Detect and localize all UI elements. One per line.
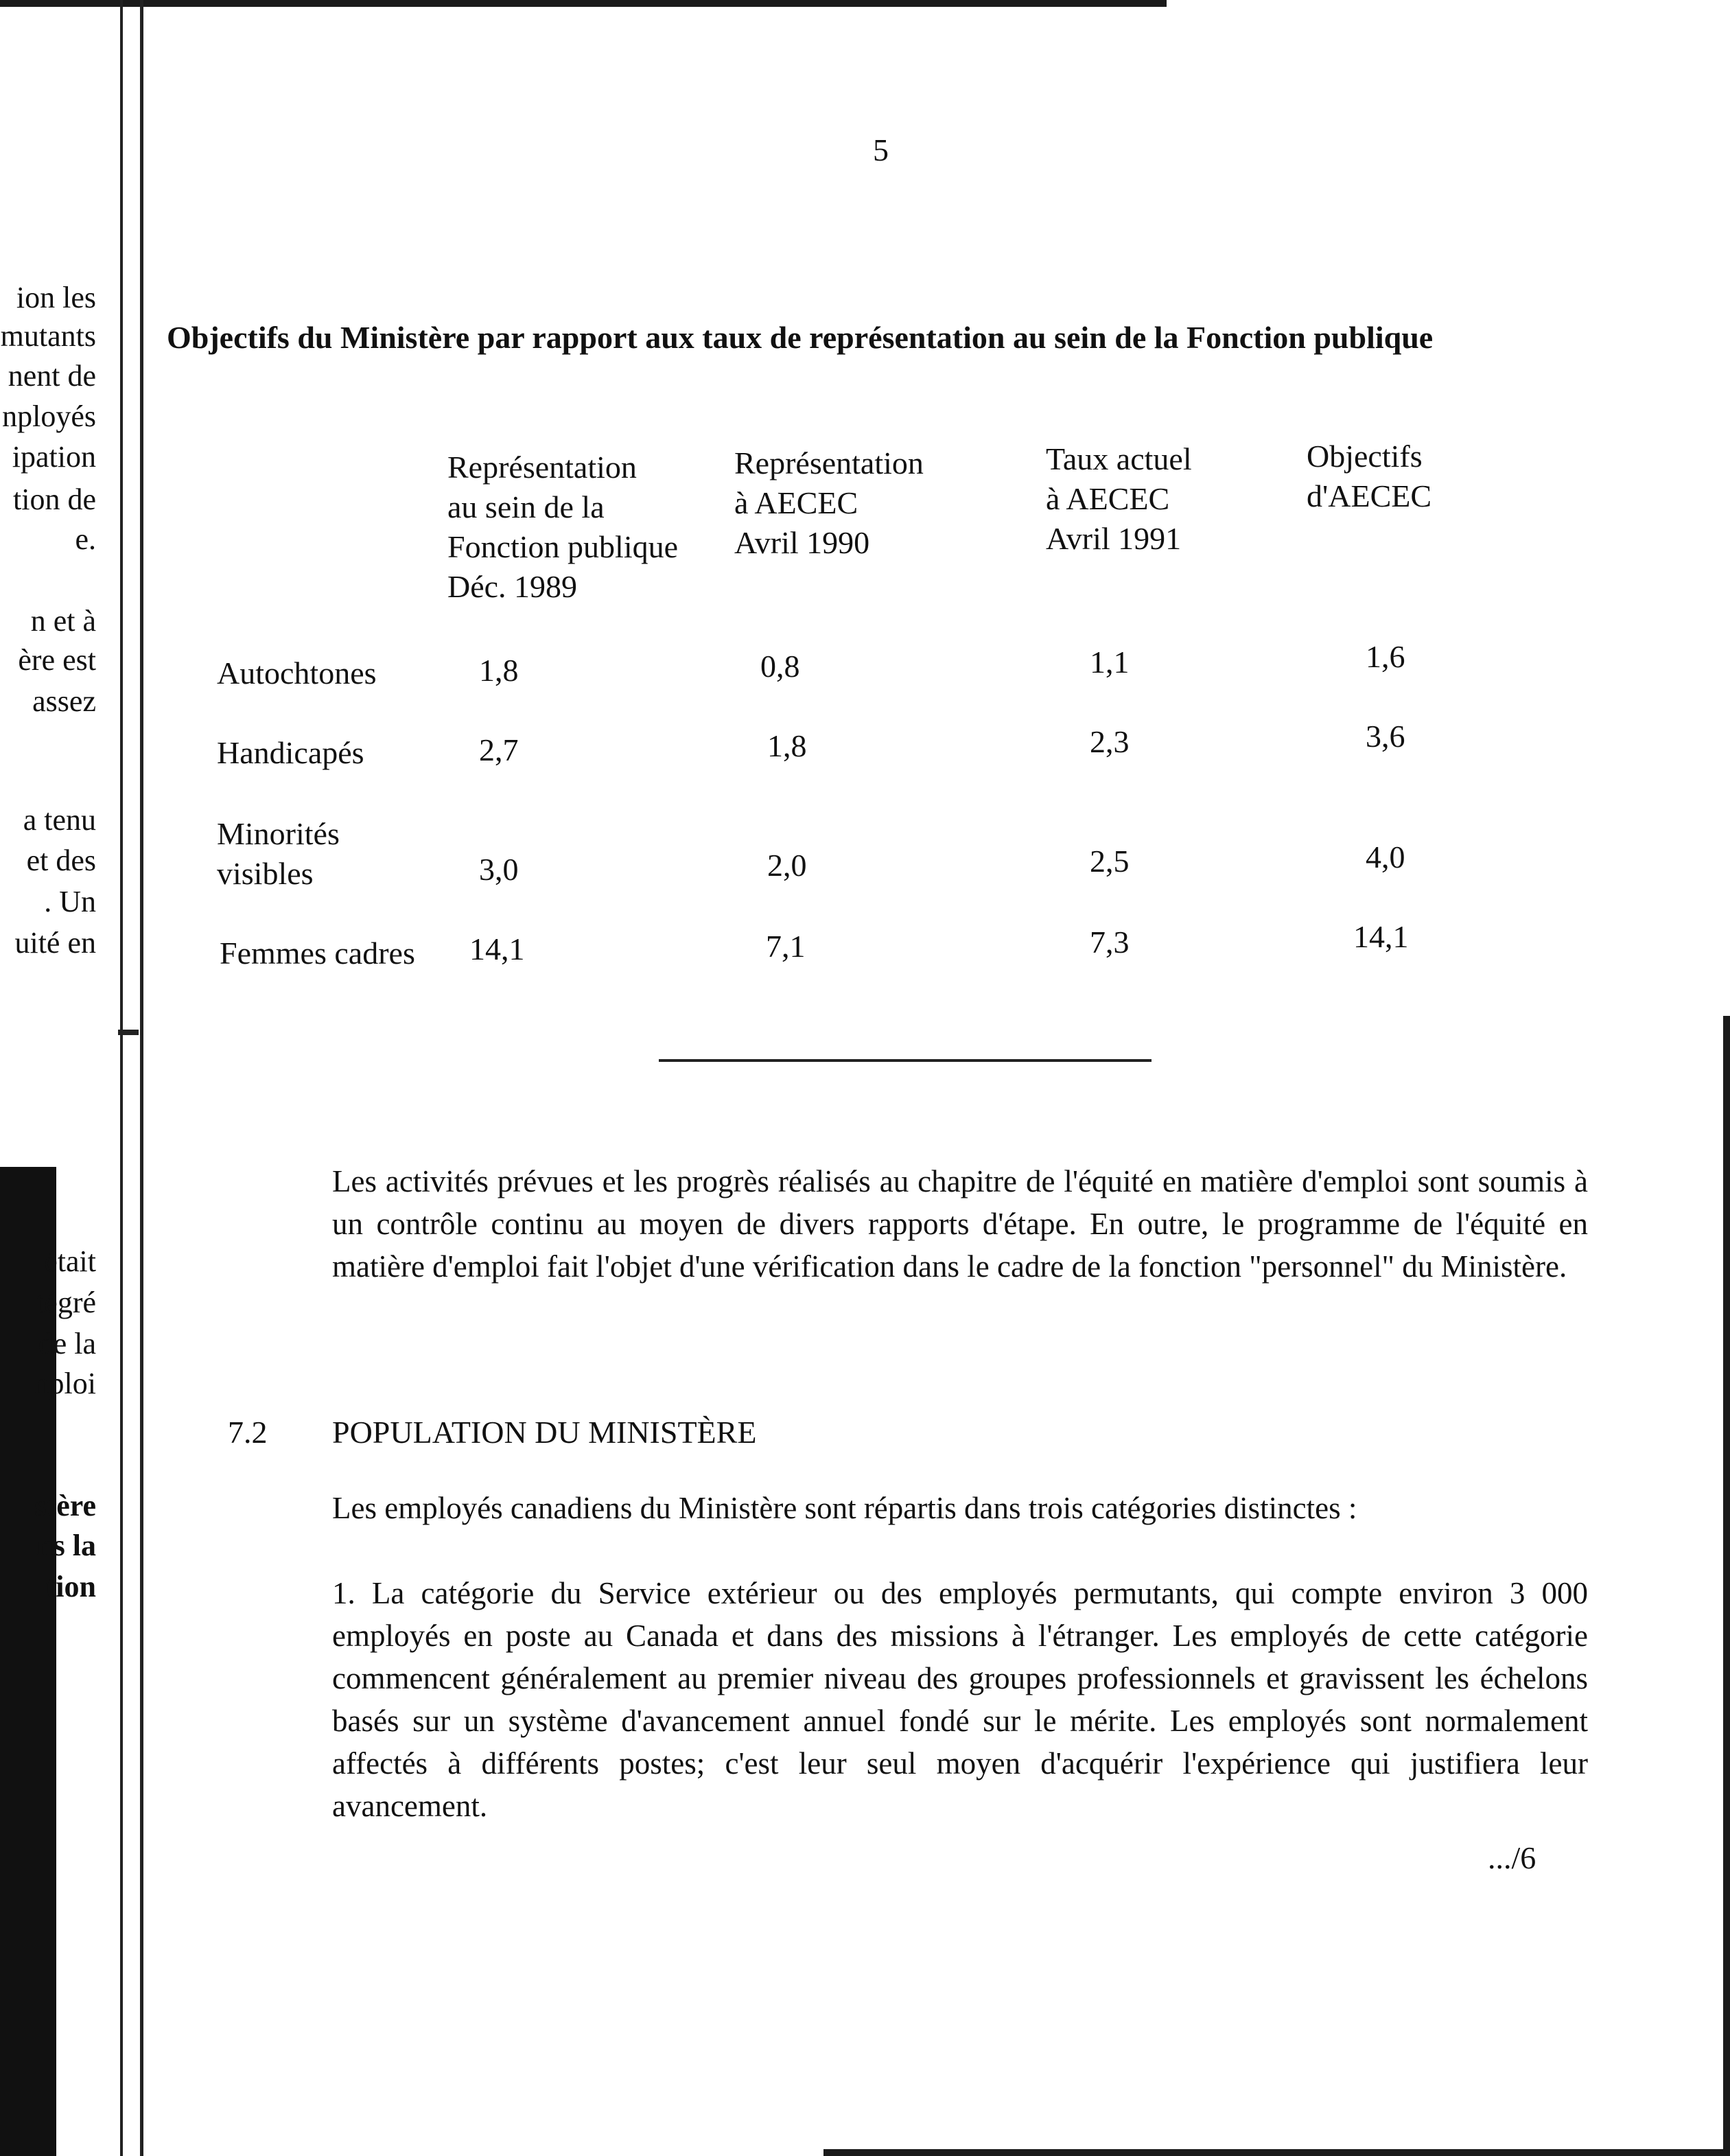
row-label-handicapes: Handicapés (217, 735, 364, 770)
section-number: 7.2 (228, 1415, 268, 1450)
page-number: 5 (873, 132, 889, 167)
left-fragment: tion (45, 1570, 96, 1603)
table-cell: 3,6 (1366, 719, 1405, 754)
row-label-minorites-visibles: Minorités visibles (217, 816, 340, 891)
section-title: POPULATION DU MINISTÈRE (332, 1415, 757, 1450)
column-header-aecec-1990: Représentation à AECEC Avril 1990 (734, 445, 924, 560)
table-cell: 2,7 (479, 732, 519, 767)
table-cell: 14,1 (1353, 919, 1409, 954)
scan-edge-right (1723, 1016, 1730, 2156)
scan-edge-bottom (823, 2149, 1730, 2156)
table-cell: 14,1 (469, 931, 525, 966)
left-fragment: assez (32, 684, 96, 718)
table-cell: 1,8 (767, 728, 807, 763)
left-fragment: ipation (12, 440, 96, 474)
left-fragment: mutants (0, 319, 96, 353)
table-cell: 1,8 (479, 653, 519, 688)
left-fragment: a tenu (23, 803, 96, 837)
column-header-aecec-1991: Taux actuel à AECEC Avril 1991 (1046, 441, 1192, 556)
left-fragment: ion les (16, 281, 96, 314)
continued-marker: .../6 (1488, 1840, 1536, 1875)
paragraph-service-exterieur: 1. La catégorie du Service extérieur ou des employés permutants, qui compte environ 3 000 employés en poste au Canada et dans des missions à l'étranger. Les employés de cette catégorie commencent généralement au premier niveau des groupes professionnels et gravissent les échelons basés sur un système d'avancement annuel fondé sur le mérite. Les employés sont normalement affectés à différents postes; c'est leur seul moyen d'acquérir l'expérience qui justifiera leur avancement. (332, 1576, 1588, 1823)
left-fragment: était (44, 1244, 96, 1278)
table-cell: 7,3 (1090, 925, 1130, 960)
left-fragment: stère (34, 1489, 96, 1522)
left-fragment: ère est (18, 643, 96, 677)
left-fragment: nployés (2, 399, 96, 433)
table-cell: 2,5 (1090, 844, 1130, 879)
table-title: Objectifs du Ministère par rapport aux taux de représentation au sein de la Fonction publique (167, 320, 1434, 355)
table-cell: 2,3 (1090, 724, 1130, 759)
left-fragment: e. (75, 522, 96, 556)
page-binding (120, 0, 143, 2156)
table-cell: 1,1 (1090, 645, 1130, 680)
table-cell: 4,0 (1366, 839, 1405, 874)
row-label-femmes-cadres: Femmes cadres (220, 936, 415, 971)
table-cell: 3,0 (479, 852, 519, 887)
row-label-autochtones: Autochtones (217, 656, 377, 691)
separator-rule (659, 1059, 1152, 1062)
table-cell: 1,6 (1366, 639, 1405, 674)
binding-mark (118, 1030, 139, 1035)
left-fragment: ns la (36, 1529, 96, 1562)
left-fragment: tégré (36, 1286, 96, 1319)
left-fragment: n et à (30, 604, 96, 638)
column-header-objectifs: Objectifs d'AECEC (1307, 439, 1432, 513)
left-fragment: nent de (8, 359, 96, 393)
paragraph-categories: Les employés canadiens du Ministère sont répartis dans trois catégories distinctes : (332, 1491, 1357, 1525)
left-fragment: tion de (13, 483, 96, 516)
left-fragment: de la (38, 1327, 96, 1360)
left-fragment: . Un (44, 885, 96, 918)
table-cell: 2,0 (767, 848, 807, 883)
column-header-fonction-publique: Représentation au sein de la Fonction publique Déc. 1989 (447, 450, 679, 604)
table-cell: 0,8 (760, 649, 800, 684)
paragraph-controle: Les activités prévues et les progrès réalisés au chapitre de l'équité en matière d'emploi sont soumis à un contrôle continu au moyen de divers rapports d'étape. En outre, le programme de l'équité en matière d'emploi fait l'objet d'une vérification dans le cadre de la fonction "personnel" du Ministère. (332, 1164, 1588, 1284)
left-fragment: et des (26, 844, 96, 877)
table-cell: 7,1 (766, 929, 806, 964)
scan-edge-top (0, 0, 1167, 7)
left-fragment: uité en (14, 926, 96, 960)
left-fragment: nploi (34, 1367, 96, 1400)
